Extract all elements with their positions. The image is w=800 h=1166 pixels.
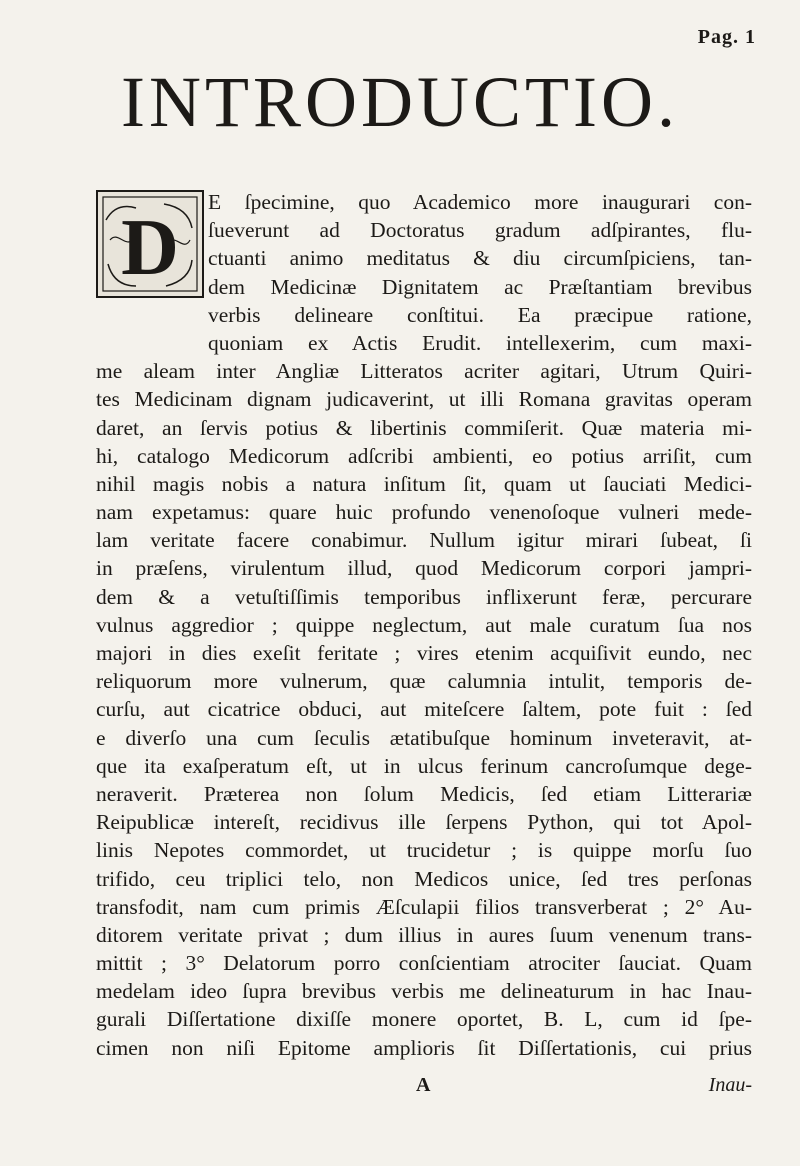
text-line: que ita exaſperatum eſt, ut in ulcus ferinum cancroſumque dege-	[96, 753, 752, 778]
text-line: vulnus aggredior ; quippe neglectum, aut male curatum ſua nos	[96, 612, 752, 637]
text-line: verbis delineare conſtitui. Ea præcipue ratione,	[208, 302, 752, 327]
text-line: linis Nepotes commordet, ut trucidetur ; is quippe morſu ſuo	[96, 838, 752, 863]
text-line: Reipublicæ intereſt, recidivus ille ſerpens Python, qui tot Apol-	[96, 810, 752, 835]
text-line: gurali Diſſertatione dixiſſe monere oportet, B. L, cum id ſpe-	[96, 1007, 752, 1032]
signature-mark: A	[416, 1074, 431, 1096]
text-line: in præſens, virulentum illud, quod Medicorum corpori jampri-	[96, 556, 752, 581]
text-line: e diverſo una cum ſeculis ætatibuſque hominum inveteravit, at-	[96, 725, 752, 750]
text-line: quoniam ex Actis Erudit. intellexerim, cum maxi-	[208, 330, 752, 355]
text-line: daret, an ſervis potius & libertinis commiſerit. Quæ materia mi-	[96, 415, 752, 440]
text-line: cimen non niſi Epitome amplioris ſit Diſſertationis, cui prius	[96, 1035, 752, 1060]
text-line: mittit ; 3° Delatorum porro conſcientiam atrociter ſauciat. Quam	[96, 951, 752, 976]
text-line: trifido, ceu triplici telo, non Medicos unice, ſed tres perſonas	[96, 866, 752, 891]
text-line: me aleam inter Angliæ Litteratos acriter agitari, Utrum Quiri-	[96, 359, 752, 384]
text-line: dem Medicinæ Dignitatem ac Præſtantiam brevibus	[208, 274, 752, 299]
text-line: curſu, aut cicatrice obduci, aut miteſcere ſaltem, pote fuit : ſed	[96, 697, 752, 722]
text-line: medelam ideo ſupra brevibus verbis me delineaturum in hac Inau-	[96, 979, 752, 1004]
body-text	[96, 188, 752, 1062]
text-line: ſueverunt ad Doctoratus gradum adſpirantes, flu-	[208, 218, 752, 243]
text-line: lam veritate facere conabimur. Nullum igitur mirari ſubeat, ſi	[96, 528, 752, 553]
text-line: nam expetamus: quare huic profundo venenoſoque vulneri mede-	[96, 500, 752, 525]
text-line: transfodit, nam cum primis Æſculapii filios transverberat ; 2° Au-	[96, 894, 752, 919]
page-footer	[96, 1074, 752, 1104]
text-line: tes Medicinam dignam judicaverint, ut illi Romana gravitas operam	[96, 387, 752, 412]
drop-cap-letter: D	[121, 204, 179, 292]
catchword: Inau-	[708, 1074, 752, 1096]
text-line: neraverit. Præterea non ſolum Medicis, ſed etiam Litterariæ	[96, 781, 752, 806]
text-line: hi, catalogo Medicorum adſcribi ambienti, eo potius arriſit, cum	[96, 443, 752, 468]
text-line: ditorem veritate privat ; dum illius in aures ſuum venenum trans-	[96, 922, 752, 947]
text-line: majori in dies exeſit feritate ; vires etenim acquiſivit eundo, nec	[96, 641, 752, 665]
text-line: reliquorum more vulnerum, quæ calumnia intulit, temporis de-	[96, 669, 752, 694]
text-line: E ſpecimine, quo Academico more inaugurari con-	[208, 190, 752, 214]
page-number-label: Pag. 1	[697, 26, 756, 48]
chapter-title: INTRODUCTIO.	[121, 62, 679, 142]
text-line: ctuanti animo meditatus & diu circumſpiciens, tan-	[208, 246, 752, 271]
text-line: nihil magis nobis a natura inſitum ſit, quam ut ſauciati Medici-	[96, 471, 752, 496]
text-line: dem & a vetuſtiſſimis temporibus inflixerunt feræ, percurare	[96, 584, 752, 609]
